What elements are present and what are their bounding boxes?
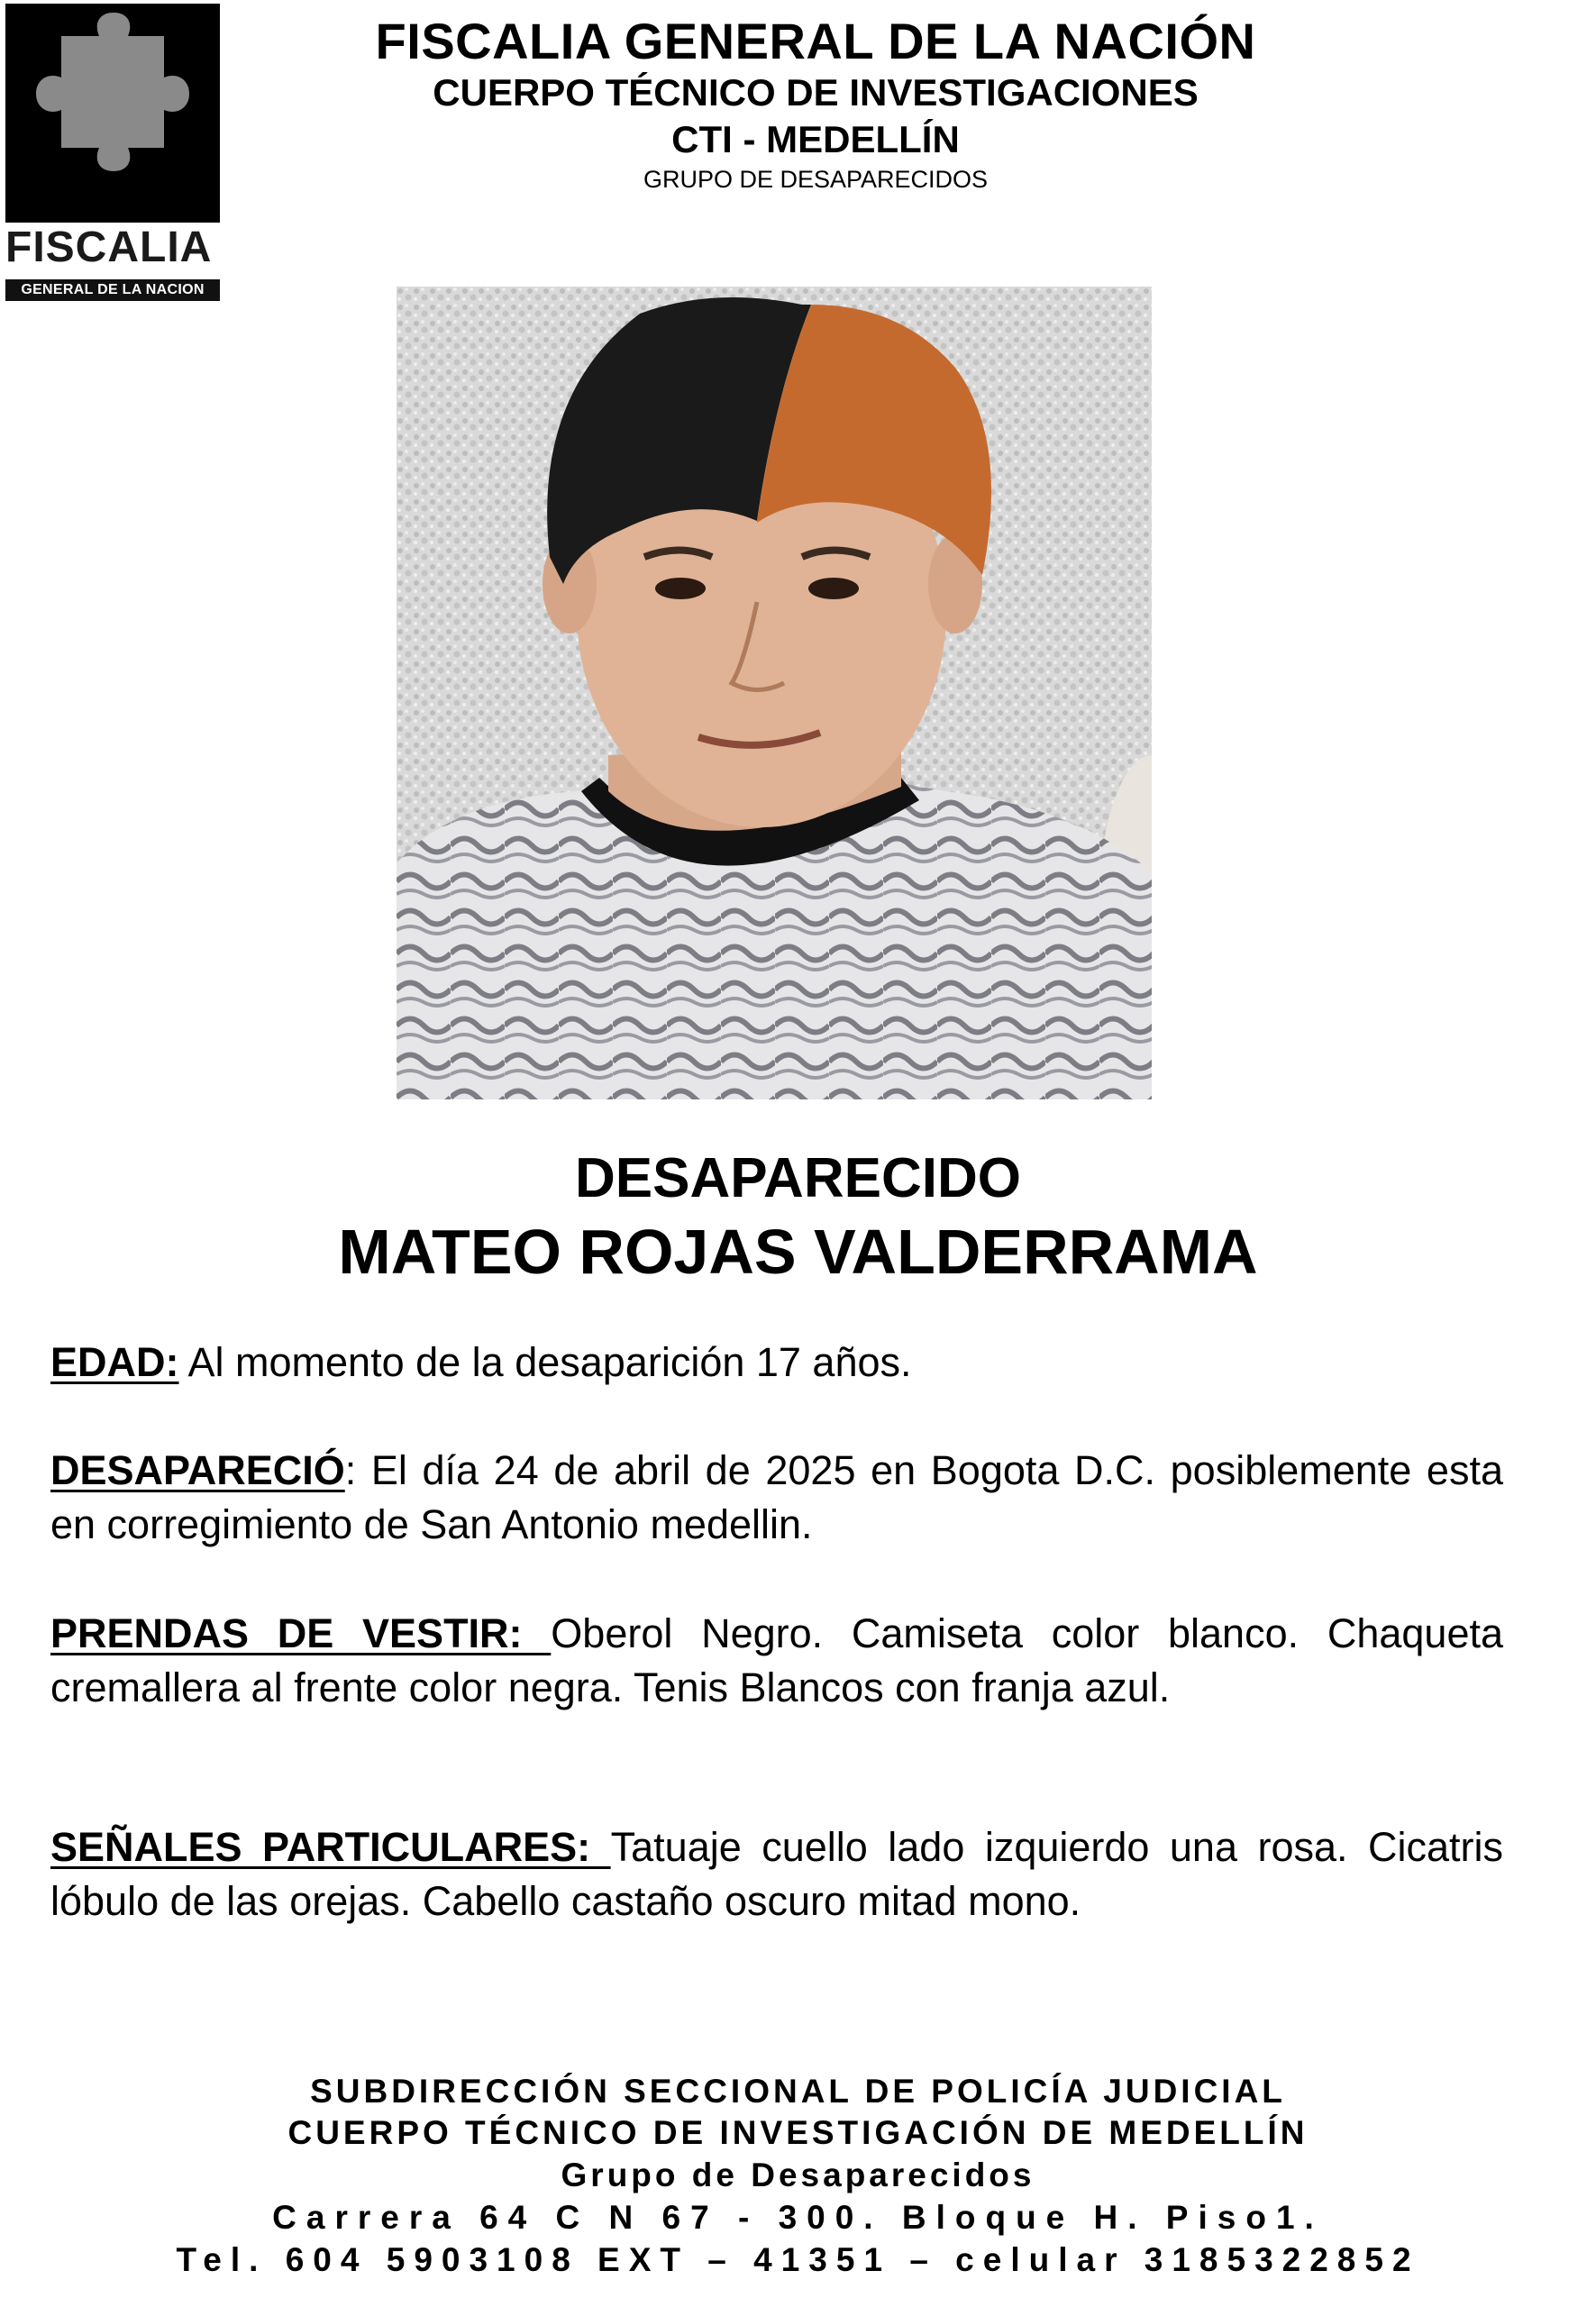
footer-body: CUERPO TÉCNICO DE INVESTIGACIÓN DE MEDELLÍN	[287, 2114, 1309, 2151]
age-text: Al momento de la desaparición 17 años.	[178, 1339, 912, 1385]
disappeared-paragraph	[50, 1444, 1503, 1552]
disappeared-colon: :	[344, 1447, 357, 1493]
age-label: EDAD:	[50, 1339, 179, 1385]
marks-text: Tatuaje cuello lado izquierdo una rosa. Cicatris lóbulo de las orejas. Cabello castaño oscuro mitad mono.	[50, 1824, 1503, 1924]
clothing-label: PRENDAS DE VESTIR:	[50, 1610, 552, 1656]
marks-paragraph	[50, 1820, 1503, 1929]
disappeared-label: DESAPARECIÓ	[50, 1447, 345, 1493]
header-group: GRUPO DE DESAPARECIDOS	[643, 166, 989, 193]
header-institution: FISCALIA GENERAL DE LA NACIÓN	[375, 13, 1256, 69]
disappeared-text: El día 24 de abril de 2025 en Bogota D.C. posiblemente esta en corregimiento de San Antonio medellin.	[50, 1447, 1503, 1547]
missing-person-photo	[397, 287, 1152, 1099]
logo-wordmark: FISCALIA	[5, 223, 213, 271]
clothing-paragraph	[50, 1607, 1503, 1715]
marks-label: SEÑALES PARTICULARES:	[50, 1824, 611, 1870]
header-city: CTI - MEDELLÍN	[671, 118, 960, 160]
footer-group: Grupo de Desaparecidos	[561, 2157, 1035, 2193]
age-paragraph	[50, 1336, 1503, 1390]
footer-address: Carrera 64 C N 67 - 300. Bloque H. Piso1.	[272, 2199, 1324, 2236]
person-name: MATEO ROJAS VALDERRAMA	[338, 1217, 1258, 1287]
puzzle-piece-icon	[5, 4, 220, 223]
header-department: CUERPO TÉCNICO DE INVESTIGACIONES	[433, 71, 1199, 114]
fiscalia-logo	[5, 4, 220, 305]
logo-subtitle: GENERAL DE LA NACION	[5, 279, 220, 301]
clothing-text: Oberol Negro. Camiseta color blanco. Chaqueta cremallera al frente color negra. Tenis Blancos con franja azul.	[50, 1610, 1504, 1710]
footer-phone: Tel. 604 5903108 EXT – 41351 – celular 3185322852	[176, 2241, 1420, 2278]
status-heading: DESAPARECIDO	[575, 1147, 1021, 1209]
footer-subdirection: SUBDIRECCIÓN SECCIONAL DE POLICÍA JUDICIAL	[310, 2073, 1286, 2110]
